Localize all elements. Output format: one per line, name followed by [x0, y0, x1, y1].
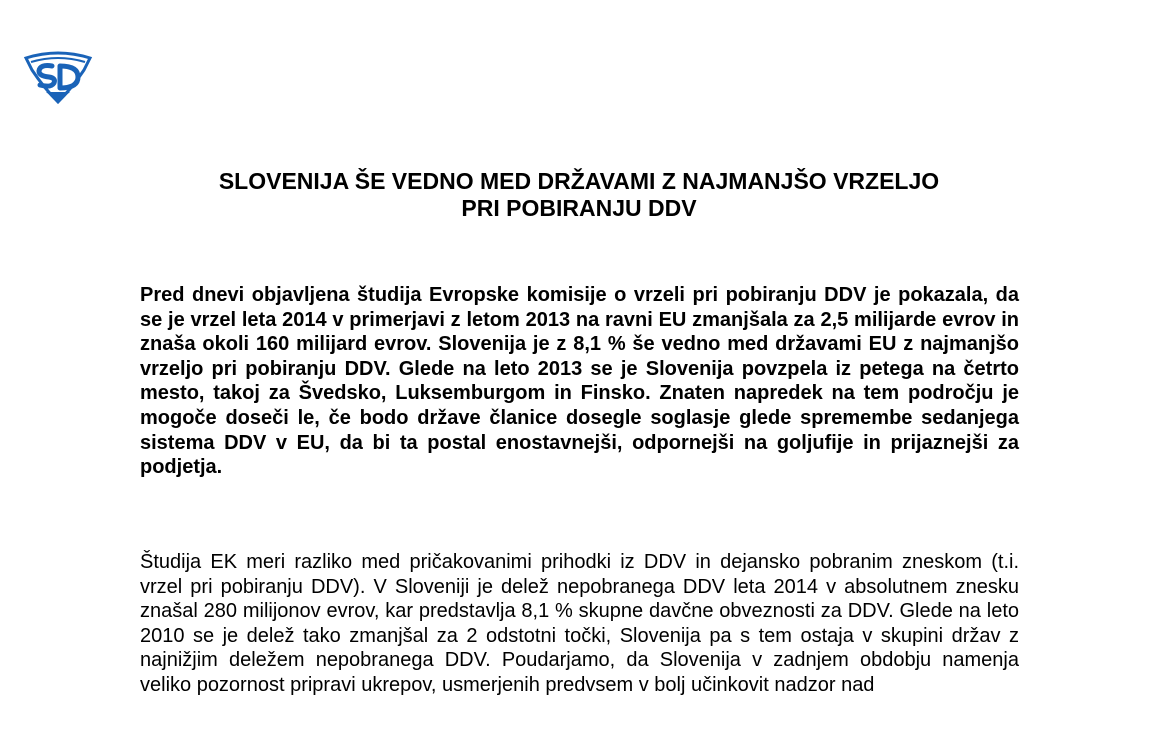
- page-title: [140, 168, 1018, 222]
- title-line-2: PRI POBIRANJU DDV: [461, 195, 697, 221]
- title-line-1: SLOVENIJA ŠE VEDNO MED DRŽAVAMI Z NAJMANJŠO VRZELJO: [218, 168, 940, 194]
- lead-paragraph: Pred dnevi objavljena študija Evropske komisije o vrzeli pri pobiranju DDV je pokazala, da se je vrzel leta 2014 v primerjavi z letom 2013 na ravni EU zmanjšala za 2,5 milijarde evrov in znaša okoli 160 milijard evrov. Slovenija je z 8,1 % še vedno med državami EU z najmanjšo vrzeljo pri pobiranju DDV. Glede na leto 2013 se je Slovenija povzpela iz petega na četrto mesto, takoj za Švedsko, Luksemburgom in Finsko. Znaten napredek na tem področju je mogoče doseči le, če bodo države članice dosegle soglasje glede spremembe sedanjega sistema DDV v EU, da bi ta postal enostavnejši, odpornejši na goljufije in prijaznejši za podjetja.: [140, 284, 1019, 479]
- sd-shield-logo-icon: [22, 48, 94, 104]
- body-paragraph: Študija EK meri razliko med pričakovanimi prihodki iz DDV in dejansko pobranim zneskom (t.i. vrzel pri pobiranju DDV). V Sloveniji je delež nepobranega DDV leta 2014 v absolutnem znesku znašal 280 milijonov evrov, kar predstavlja 8,1 % skupne davčne obveznosti za DDV. Glede na leto 2010 se je delež tako zmanjšal za 2 odstotni točki, Slovenija pa s tem ostaja v skupini držav z najnižjim deležem nepobranega DDV. Poudarjamo, da Slovenija v zadnjem obdobju namenja veliko pozornost pripravi ukrepov, usmerjenih predvsem v bolj učinkovit nadzor nad: [140, 551, 1019, 696]
